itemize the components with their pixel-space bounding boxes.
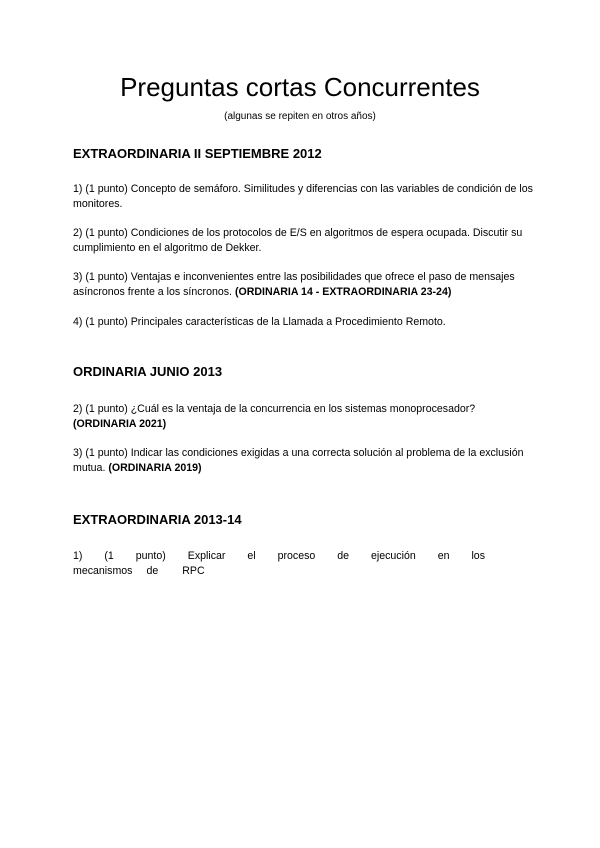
- question-item: [73, 182, 533, 212]
- question-item: [73, 270, 533, 300]
- exam-reference: (ORDINARIA 2019): [108, 462, 202, 474]
- word: mecanismos: [73, 565, 133, 577]
- question-line: 1) (1 punto) Explicar el proceso de ejecución en los: [73, 550, 485, 562]
- question-text: 3) (1 punto) Indicar las condiciones exigidas a una correcta solución al problema de la exclusión mutua.: [73, 447, 524, 474]
- question-item: [73, 549, 485, 579]
- question-text: 2) (1 punto) ¿Cuál es la ventaja de la concurrencia en los sistemas monoprocesador?: [73, 403, 476, 415]
- section-heading: EXTRAORDINARIA II SEPTIEMBRE 2012: [73, 146, 322, 161]
- question-item: [73, 226, 533, 256]
- exam-reference: (ORDINARIA 14 - EXTRAORDINARIA 23-24): [234, 286, 452, 298]
- question-text: 2) (1 punto) Condiciones de los protocolos de E/S en algoritmos de espera ocupada. Discutir su cumplimiento en el algoritmo de Dekker.: [73, 227, 523, 254]
- section-heading: ORDINARIA JUNIO 2013: [73, 364, 223, 379]
- question-text: 4) (1 punto) Principales características de la Llamada a Procedimiento Remoto.: [73, 316, 446, 328]
- word: de: [146, 565, 159, 577]
- question-text: 1) (1 punto) Concepto de semáforo. Similitudes y diferencias con las variables de condición de los monitores.: [73, 183, 533, 210]
- page-title: Preguntas cortas Concurrentes: [120, 72, 480, 102]
- question-item: [73, 402, 533, 432]
- question-text: 3) (1 punto) Ventajas e inconvenientes entre las posibilidades que ofrece el paso de mensajes asíncronos frente a los síncronos.: [73, 271, 515, 298]
- section-heading: EXTRAORDINARIA 2013-14: [73, 512, 242, 527]
- page-subtitle: (algunas se repiten en otros años): [224, 111, 376, 122]
- word: RPC: [182, 565, 205, 577]
- question-line: [73, 564, 485, 579]
- question-item: [73, 315, 533, 330]
- question-item: [73, 446, 533, 476]
- exam-reference: (ORDINARIA 2021): [73, 418, 167, 430]
